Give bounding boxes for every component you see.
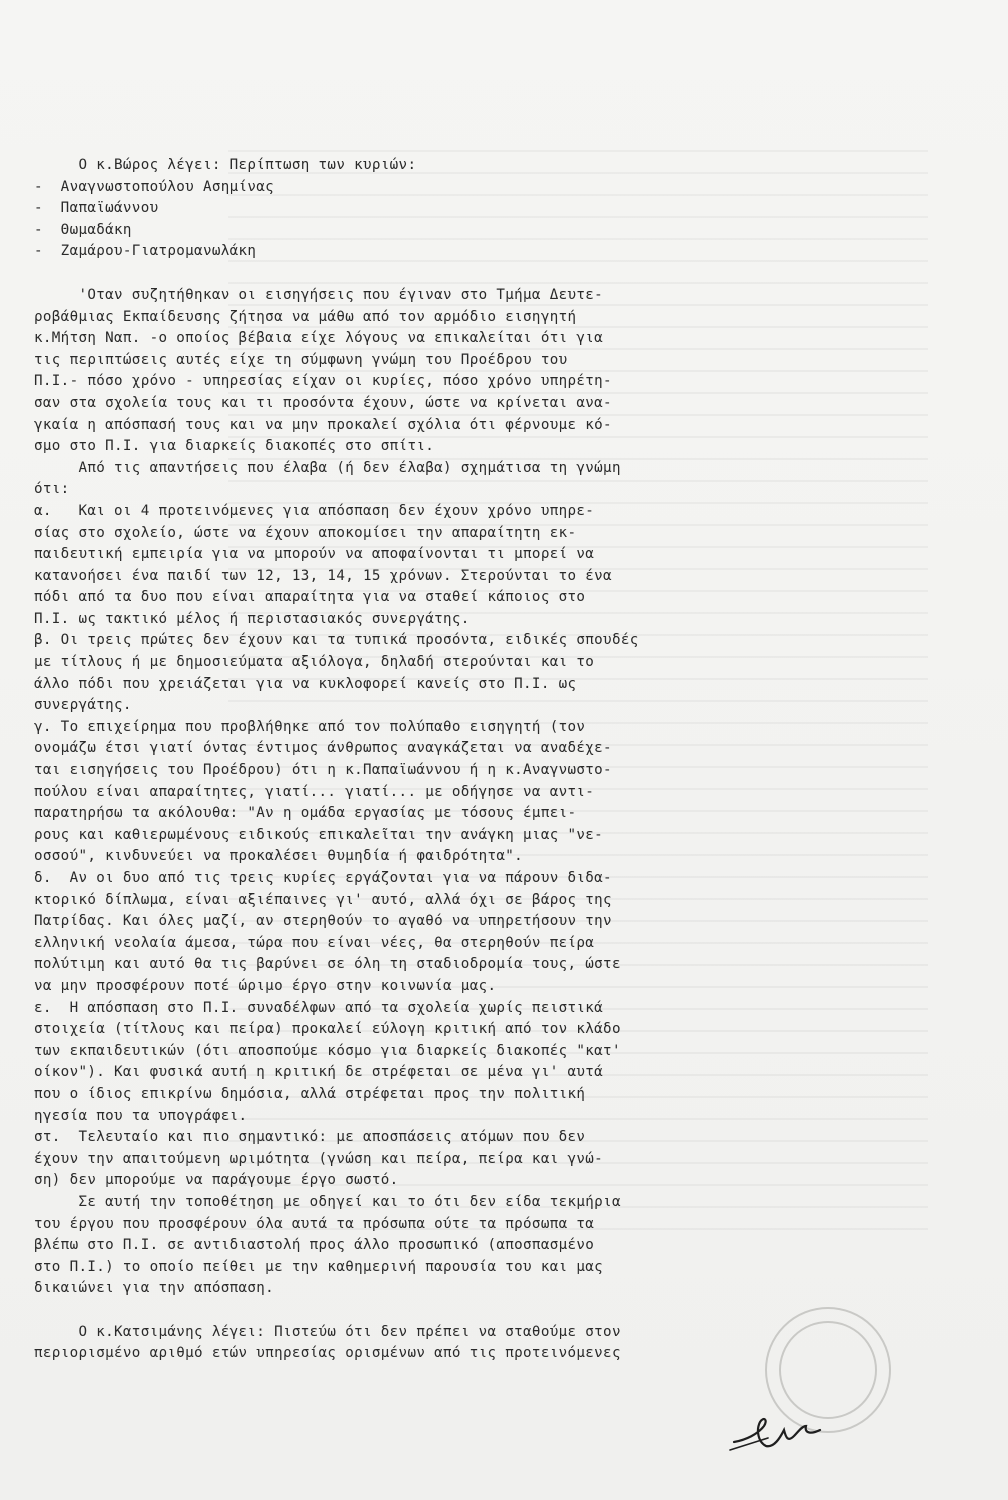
text-line: οίκον"). Και φυσικά αυτή η κριτική δε στρέφεται σε μένα γι' αυτά <box>34 1064 604 1081</box>
text-line: σμο στο Π.Ι. για διαρκείς διακοπές στο σπίτι. <box>34 438 435 455</box>
text-line: Πατρίδας. Και όλες μαζί, αν στερηθούν το αγαθό να υπηρετήσουν την <box>34 913 612 930</box>
text-line: παιδευτική εμπειρία για να μπορούν να αποφαίνονται τι μπορεί να <box>34 546 595 563</box>
text-line: των εκπαιδευτικών (ότι αποσπούμε κόσμο για διαρκείς διακοπές "κατ' <box>34 1042 621 1059</box>
text-line: δ. Αν οι δυο από τις τρεις κυρίες εργάζονται για να πάρουν διδα- <box>34 870 612 886</box>
blank-line <box>34 263 914 285</box>
text-line: δικαιώνει για την απόσπαση. <box>34 1280 275 1297</box>
text-line: να μην προσφέρουν ποτέ ώριμο έργο στην κοινωνία μας. <box>34 977 497 994</box>
text-line: 'Οταν συζητήθηκαν οι εισηγήσεις που έγιναν στο Τμήμα Δευτε- <box>34 286 604 303</box>
text-line: παρατηρήσω τα ακόλουθα: "Αν η ομάδα εργασίας με τόσους έμπει- <box>34 805 577 822</box>
text-line: ση) δεν μπορούμε να παράγουμε έργο σωστό. <box>34 1172 399 1189</box>
text-line: στοιχεία (τίτλους και πείρα) προκαλεί εύλογη κριτική από τον κλάδο <box>34 1021 621 1038</box>
blank-line <box>34 1300 914 1322</box>
text-line: α. Και οι 4 προτεινόμενες για απόσπαση δεν έχουν χρόνο υπηρε- <box>34 502 595 519</box>
text-line: στο Π.Ι.) το οποίο πείθει με την καθημερινή παρουσία του και μας <box>34 1258 604 1275</box>
text-line: γκαία η απόσπασή τους και να μην προκαλεί σχόλια ότι φέρνουμε κό- <box>34 416 612 433</box>
text-line: σίας στο σχολείο, ώστε να έχουν αποκομίσει την απαραίτητη εκ- <box>34 524 577 541</box>
text-line: στ. Τελευταίο και πιο σημαντικό: με αποσπάσεις ατόμων που δεν <box>34 1129 586 1146</box>
text-line: Ο κ.Κατσιμάνης λέγει: Πιστεύω ότι δεν πρέπει να σταθούμε στον <box>34 1323 621 1340</box>
handwritten-signature <box>728 1412 828 1452</box>
document-text <box>34 155 914 1365</box>
text-line: ηγεσία που τα υπογράφει. <box>34 1107 248 1124</box>
text-line: ται εισηγήσεις του Προέδρου) ότι η κ.Παπαϊωάννου ή η κ.Αναγνωστο- <box>34 762 612 779</box>
text-line: γ. Το επιχείρημα που προβλήθηκε από τον πολύπαθο εισηγητή (τον <box>34 718 586 735</box>
text-line: του έργου που προσφέρουν όλα αυτά τα πρόσωπα ούτε τα πρόσωπα τα <box>34 1215 595 1232</box>
text-line: Σε αυτή την τοποθέτηση με οδηγεί και το ότι δεν είδα τεκμήρια <box>34 1193 621 1210</box>
text-line: κατανοήσει ένα παιδί των 12, 13, 14, 15 χρόνων. Στερούνται το ένα <box>34 567 612 584</box>
text-line: β. Οι τρεις πρώτες δεν έχουν και τα τυπικά προσόντα, ειδικές σπουδές <box>34 632 639 649</box>
text-line: με τίτλους ή με δημοσιεύματα αξιόλογα, δηλαδή στερούνται και το <box>34 654 595 671</box>
text-line: ροβάθμιας Εκπαίδευσης ζήτησα να μάθω από τον αρμόδιο εισηγητή <box>34 308 577 325</box>
text-line: σαν στα σχολεία τους και τι προσόντα έχουν, ώστε να κρίνεται ανα- <box>34 394 612 411</box>
text-line: που ο ίδιος επικρίνω δημόσια, αλλά στρέφεται προς την πολιτική <box>34 1085 586 1102</box>
text-line: περιορισμένο αριθμό ετών υπηρεσίας ορισμένων από τις προτεινόμενες <box>34 1345 621 1362</box>
text-line: Από τις απαντήσεις που έλαβα (ή δεν έλαβα) σχημάτισα τη γνώμη <box>34 459 621 476</box>
text-line: οσσού", κινδυνεύει να προκαλέσει θυμηδία ή φαιδρότητα". <box>34 848 524 865</box>
text-line: ονομάζω έτσι γιατί όντας έντιμος άνθρωπος αναγκάζεται να αναδέχε- <box>34 740 612 757</box>
text-line: βλέπω στο Π.Ι. σε αντιδιαστολή προς άλλο προσωπικό (αποσπασμένο <box>34 1237 595 1254</box>
text-line: πολύτιμη και αυτό θα τις βαρύνει σε όλη τη σταδιοδρομία τους, ώστε <box>34 956 621 973</box>
text-line: πούλου είναι απαραίτητες, γιατί... γιατί... με οδήγησε να αντι- <box>34 783 595 800</box>
text-line: κτορικό δίπλωμα, είναι αξιέπαινες γι' αυτό, αλλά όχι σε βάρος της <box>34 891 612 908</box>
text-line: ότι: <box>34 481 70 498</box>
text-line: κ.Μήτση Ναπ. -ο οποίος βέβαια είχε λόγους να επικαλείται ότι για <box>34 330 604 347</box>
text-line: ρους και καθιερωμένους ειδικούς επικαλεῖται την ανάγκη μιας "νε- <box>34 826 604 843</box>
text-line: Π.Ι.- πόσο χρόνο - υπηρεσίας είχαν οι κυρίες, πόσο χρόνο υπηρέτη- <box>34 373 612 390</box>
text-line: πόδι από τα δυο που είναι απαραίτητα για να σταθεί κάποιος στο <box>34 589 586 606</box>
text-line: ελληνική νεολαία άμεσα, τώρα που είναι νέες, θα στερηθούν πείρα <box>34 934 595 951</box>
text-line: - Ζαμάρου-Γιατρομανωλάκη <box>34 243 257 260</box>
text-line: τις περιπτώσεις αυτές είχε τη σύμφωνη γνώμη του Προέδρου του <box>34 351 568 368</box>
text-line: συνεργάτης. <box>34 697 132 714</box>
text-line: - Θωμαδάκη <box>34 221 132 238</box>
text-line: έχουν την απαιτούμενη ωριμότητα (γνώση και πείρα, πείρα και γνώ- <box>34 1150 604 1167</box>
text-line: Π.Ι. ως τακτικό μέλος ή περιστασιακός συνεργάτης. <box>34 610 470 627</box>
text-line: ε. Η απόσπαση στο Π.Ι. συναδέλφων από τα σχολεία χωρίς πειστικά <box>34 999 604 1016</box>
text-line: άλλο πόδι που χρειάζεται για να κυκλοφορεί κανείς στο Π.Ι. ως <box>34 675 577 692</box>
text-line: - Αναγνωστοπούλου Ασημίνας <box>34 178 275 195</box>
text-line: Ο κ.Βώρος λέγει: Περίπτωση των κυριών: <box>34 157 417 173</box>
text-line: - Παπαϊωάννου <box>34 200 159 217</box>
